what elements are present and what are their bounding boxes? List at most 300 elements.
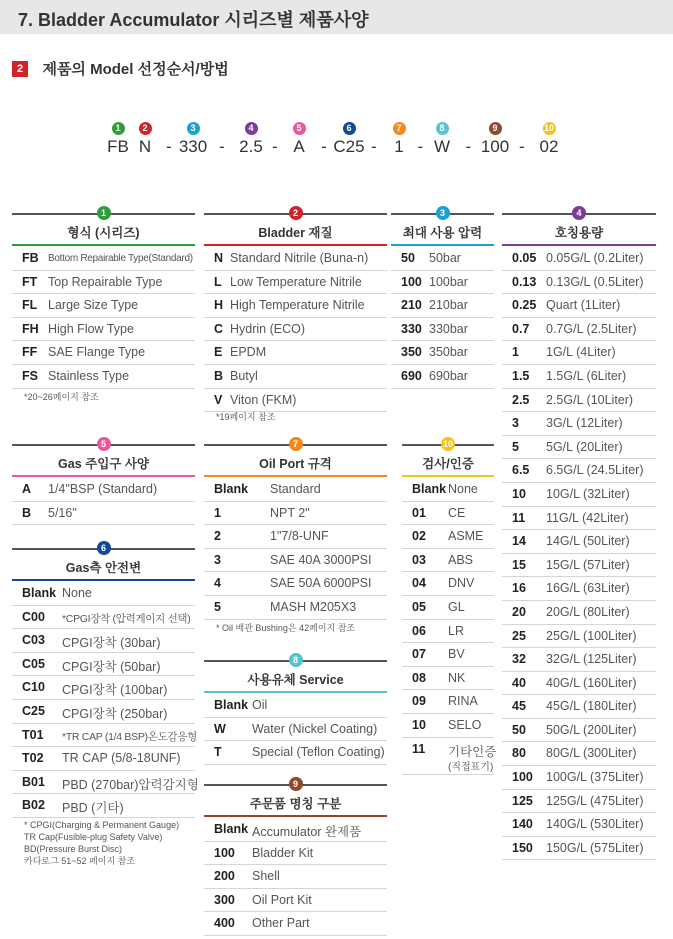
option-code: 08 bbox=[412, 670, 426, 685]
table-row bbox=[502, 837, 656, 861]
option-description: High Flow Type bbox=[48, 321, 134, 336]
table-row bbox=[12, 794, 195, 818]
table-row bbox=[402, 596, 494, 620]
option-code: 80 bbox=[512, 746, 526, 761]
option-description: 100bar bbox=[429, 274, 468, 289]
table-row bbox=[12, 247, 195, 271]
option-code: 690 bbox=[401, 368, 422, 383]
option-code: L bbox=[214, 274, 222, 289]
option-code: T01 bbox=[22, 727, 44, 742]
option-code: 05 bbox=[412, 599, 426, 614]
option-description: 25G/L (100Liter) bbox=[546, 628, 637, 643]
option-description: 11G/L (42Liter) bbox=[546, 510, 629, 525]
table-row bbox=[502, 341, 656, 365]
table-row bbox=[204, 912, 387, 936]
table-row bbox=[402, 620, 494, 644]
table-row bbox=[204, 341, 387, 365]
option-code: 330 bbox=[401, 321, 422, 336]
option-description: 1.5G/L (6Liter) bbox=[546, 368, 627, 383]
table-header-rule bbox=[402, 475, 494, 477]
option-code: 0.7 bbox=[512, 321, 530, 336]
table-rows bbox=[204, 818, 387, 936]
segment-number-badge: 3 bbox=[187, 122, 200, 135]
option-code: T02 bbox=[22, 751, 44, 766]
option-description: Standard bbox=[270, 482, 321, 496]
segment-value: 100 bbox=[480, 137, 510, 156]
table-row bbox=[12, 502, 195, 526]
option-description: NK bbox=[448, 670, 466, 685]
option-code: B bbox=[22, 505, 32, 520]
table-row bbox=[12, 771, 199, 795]
option-code: 1.5 bbox=[512, 368, 530, 383]
option-code: FF bbox=[22, 345, 38, 360]
segment-value: 330 bbox=[178, 137, 208, 156]
option-code: 50 bbox=[512, 722, 526, 737]
option-code: C25 bbox=[22, 703, 45, 718]
subsection-number: 2 bbox=[12, 61, 28, 77]
option-description: 350bar bbox=[429, 345, 468, 360]
option-description: PBD (270bar)압력감지형 bbox=[62, 777, 199, 792]
table-row bbox=[391, 247, 494, 271]
model-code-segment bbox=[231, 122, 271, 157]
option-code: 09 bbox=[412, 694, 426, 709]
code-separator: - bbox=[519, 137, 525, 156]
option-description: Butyl bbox=[230, 368, 258, 383]
option-description: Viton (FKM) bbox=[230, 392, 297, 407]
table-number-badge: 4 bbox=[572, 206, 586, 220]
table-row bbox=[12, 318, 195, 342]
table-header-rule bbox=[204, 475, 387, 477]
table-row bbox=[502, 318, 656, 342]
segment-value: N bbox=[138, 137, 152, 156]
option-description: 100G/L (375Liter) bbox=[546, 770, 644, 785]
option-code: 50 bbox=[401, 251, 415, 265]
option-description: Shell bbox=[252, 869, 280, 884]
table-row bbox=[402, 525, 494, 549]
table-header-rule bbox=[391, 244, 494, 246]
option-code: 01 bbox=[412, 505, 426, 520]
option-code: 06 bbox=[412, 623, 426, 638]
table-row bbox=[402, 690, 494, 714]
table-row bbox=[502, 672, 656, 696]
model-code-segment bbox=[329, 122, 369, 157]
option-code: 3 bbox=[214, 552, 221, 567]
table-row bbox=[502, 766, 656, 790]
table-row bbox=[402, 714, 494, 738]
option-description: 16G/L (63Liter) bbox=[546, 581, 630, 596]
table-header-rule bbox=[12, 244, 195, 246]
option-description: CPGI장착 (50bar) bbox=[62, 659, 161, 674]
option-description: Bladder Kit bbox=[252, 845, 314, 860]
table-row bbox=[502, 436, 656, 460]
table-rows bbox=[204, 478, 387, 620]
option-code: 02 bbox=[412, 529, 426, 544]
option-code: 100 bbox=[214, 845, 235, 860]
option-code: 15 bbox=[512, 557, 526, 572]
option-code: 11 bbox=[412, 741, 426, 756]
segment-number-badge: 10 bbox=[543, 123, 554, 133]
option-code: 210 bbox=[401, 298, 422, 313]
table-row bbox=[12, 606, 195, 630]
segment-value: 1 bbox=[394, 137, 404, 156]
table-rows bbox=[12, 247, 195, 389]
note-safety-valve bbox=[24, 819, 179, 867]
table-title: Gas측 안전변 bbox=[65, 561, 142, 575]
table-row bbox=[12, 653, 195, 677]
table-row bbox=[391, 341, 494, 365]
table-row bbox=[204, 572, 387, 596]
table-row bbox=[204, 741, 387, 765]
table-number-badge: 8 bbox=[289, 653, 303, 667]
code-separator: - bbox=[219, 137, 225, 156]
option-description: Hydrin (ECO) bbox=[230, 321, 306, 336]
option-description: 330bar bbox=[429, 321, 468, 336]
table-row bbox=[391, 271, 494, 295]
code-separator: - bbox=[166, 137, 172, 156]
option-description: 690bar bbox=[429, 368, 468, 383]
segment-number-badge: 9 bbox=[489, 122, 502, 135]
table-row bbox=[502, 507, 656, 531]
option-code: C10 bbox=[22, 680, 45, 695]
option-code: T bbox=[214, 745, 222, 760]
option-description: ASME bbox=[448, 529, 484, 544]
option-description: CPGI장착 (250bar) bbox=[62, 706, 168, 721]
code-separator: - bbox=[371, 137, 377, 156]
option-code: B02 bbox=[22, 798, 45, 813]
table-row bbox=[12, 582, 195, 606]
note-line: * CPGI(Charging & Permanent Gauge) bbox=[24, 820, 180, 830]
option-code: E bbox=[214, 345, 223, 360]
table-row bbox=[502, 695, 656, 719]
option-code: 10 bbox=[412, 717, 426, 732]
table-title: 호칭용량 bbox=[554, 226, 604, 240]
table-row bbox=[402, 549, 494, 573]
table-title: 형식 (시리즈) bbox=[67, 226, 140, 240]
table-row bbox=[502, 365, 656, 389]
option-code: 350 bbox=[401, 345, 422, 360]
option-description: GL bbox=[448, 599, 465, 614]
table-row bbox=[502, 247, 656, 271]
table-number-badge: 2 bbox=[289, 206, 303, 220]
option-description: TR CAP (5/8-18UNF) bbox=[62, 751, 181, 766]
option-description: Other Part bbox=[252, 916, 310, 931]
table-row bbox=[204, 596, 387, 620]
table-row bbox=[502, 483, 656, 507]
note-series: *20~26페이지 참조 bbox=[24, 392, 99, 402]
table-row bbox=[402, 572, 494, 596]
option-description: MASH M205X3 bbox=[270, 599, 357, 614]
option-description: 32G/L (125Liter) bbox=[546, 652, 637, 667]
option-description: 50G/L (200Liter) bbox=[546, 722, 637, 737]
option-code: 3 bbox=[512, 416, 519, 431]
table-header-rule bbox=[12, 475, 195, 477]
option-description: High Temperature Nitrile bbox=[230, 298, 365, 313]
table-number-badge: 3 bbox=[436, 206, 450, 220]
note-bladder: *19페이지 참조 bbox=[216, 412, 276, 422]
table-row bbox=[204, 718, 387, 742]
table-rows bbox=[204, 694, 387, 765]
option-code: 16 bbox=[512, 581, 526, 596]
option-description: 1G/L (4Liter) bbox=[546, 345, 616, 360]
option-description: 80G/L (300Liter) bbox=[546, 746, 637, 761]
table-row bbox=[12, 629, 195, 653]
option-description: 5G/L (20Liter) bbox=[546, 439, 623, 454]
option-description: Oil bbox=[252, 698, 268, 712]
note-line: TR Cap(Fusible-plug Safety Valve) bbox=[24, 832, 163, 842]
table-row bbox=[204, 365, 387, 389]
option-code: C05 bbox=[22, 656, 45, 671]
option-description: CE bbox=[448, 505, 466, 520]
table-title: 주문품 명칭 구분 bbox=[249, 797, 342, 811]
table-header-rule bbox=[502, 244, 656, 246]
option-description: None bbox=[62, 586, 92, 600]
table-row bbox=[204, 694, 387, 718]
option-description: LR bbox=[448, 623, 464, 638]
segment-value: 02 bbox=[539, 137, 559, 156]
code-separator: - bbox=[465, 137, 472, 156]
option-code: 0.25 bbox=[512, 298, 537, 313]
option-description: DNV bbox=[448, 576, 475, 591]
option-code: FL bbox=[22, 298, 38, 313]
segment-value: 2.5 bbox=[239, 137, 263, 156]
table-row bbox=[204, 842, 387, 866]
option-description: 1/4"BSP (Standard) bbox=[48, 482, 158, 496]
segment-number-badge: 5 bbox=[293, 122, 306, 135]
table-rows bbox=[402, 478, 497, 775]
option-description: SAE 40A 3000PSI bbox=[270, 552, 372, 567]
option-description: Large Size Type bbox=[48, 298, 139, 313]
table-row bbox=[502, 554, 656, 578]
table-row bbox=[204, 478, 387, 502]
table-row bbox=[12, 365, 195, 389]
option-code: 100 bbox=[401, 274, 422, 289]
table-row bbox=[12, 724, 195, 748]
option-description: 14G/L (50Liter) bbox=[546, 534, 630, 549]
option-description: SAE Flange Type bbox=[48, 345, 146, 360]
model-code-segment bbox=[279, 122, 319, 157]
table-title: 최대 사용 압력 bbox=[402, 226, 483, 240]
option-code: 100 bbox=[512, 770, 533, 785]
table-number-badge: 7 bbox=[289, 437, 303, 451]
option-description: *CPGI장착 (압력게이지 선택) bbox=[62, 612, 191, 625]
option-description: 210bar bbox=[429, 298, 468, 313]
table-row bbox=[204, 502, 387, 526]
table-number-badge: 5 bbox=[97, 437, 111, 451]
table-row bbox=[12, 747, 195, 771]
option-description: 0.13G/L (0.5Liter) bbox=[546, 274, 644, 289]
table-row bbox=[12, 271, 195, 295]
model-code-segment bbox=[475, 122, 515, 157]
table-row bbox=[502, 530, 656, 554]
table-row bbox=[204, 889, 387, 913]
note-line: BD(Pressure Burst Disc) bbox=[24, 844, 123, 854]
table-rows bbox=[391, 247, 494, 389]
segment-value: W bbox=[433, 137, 451, 156]
option-description: CPGI장착 (30bar) bbox=[62, 636, 161, 651]
option-code: H bbox=[214, 298, 224, 313]
option-code: FB bbox=[22, 251, 39, 265]
table-title: 사용유체 Service bbox=[247, 673, 344, 687]
option-code: A bbox=[22, 482, 32, 496]
note-oil-port: * Oil 배관 Bushing은 42페이지 참조 bbox=[216, 623, 356, 633]
model-code-segment bbox=[173, 122, 213, 157]
table-row bbox=[502, 648, 656, 672]
table-title: 검사/인증 bbox=[422, 457, 474, 471]
table-row bbox=[502, 790, 656, 814]
option-code: C00 bbox=[22, 609, 45, 624]
option-code: V bbox=[214, 392, 223, 407]
option-code: 150 bbox=[512, 840, 533, 855]
table-number-badge: 6 bbox=[97, 541, 111, 555]
option-description: Oil Port Kit bbox=[252, 892, 312, 907]
table-row bbox=[204, 525, 387, 549]
option-code: 125 bbox=[512, 793, 533, 808]
table-title: Gas 주입구 사양 bbox=[58, 457, 149, 471]
table-row bbox=[402, 643, 494, 667]
model-code-segment bbox=[422, 122, 462, 157]
table-row bbox=[391, 365, 494, 389]
option-description: RINA bbox=[448, 694, 478, 709]
option-description: 125G/L (475Liter) bbox=[546, 793, 644, 808]
table-header-rule bbox=[204, 815, 387, 817]
table-row bbox=[402, 738, 497, 775]
table-row bbox=[391, 318, 494, 342]
option-code: 45 bbox=[512, 699, 526, 714]
segment-value: A bbox=[293, 137, 305, 156]
option-code: 400 bbox=[214, 916, 235, 931]
option-description: Special (Teflon Coating) bbox=[252, 745, 385, 760]
option-description: 45G/L (180Liter) bbox=[546, 699, 637, 714]
table-header-rule bbox=[204, 691, 387, 693]
table-header-rule bbox=[204, 244, 387, 246]
option-description: 50bar bbox=[429, 251, 461, 265]
option-code: C bbox=[214, 321, 224, 336]
option-code: 0.05 bbox=[512, 251, 537, 265]
table-row bbox=[12, 676, 195, 700]
table-row bbox=[391, 294, 494, 318]
table-row bbox=[402, 478, 494, 502]
table-row bbox=[502, 294, 656, 318]
option-code: B01 bbox=[22, 774, 45, 789]
option-code: 20 bbox=[512, 604, 526, 619]
option-description: 15G/L (57Liter) bbox=[546, 557, 630, 572]
option-code: Blank bbox=[214, 822, 249, 836]
segment-value: C25 bbox=[333, 137, 365, 156]
option-code: FT bbox=[22, 274, 38, 289]
segment-number-badge: 2 bbox=[139, 122, 152, 135]
option-description: BV bbox=[448, 647, 465, 662]
option-code: B bbox=[214, 368, 224, 383]
option-description: Low Temperature Nitrile bbox=[230, 274, 362, 289]
model-code-segment bbox=[529, 122, 569, 157]
segment-number-badge: 4 bbox=[245, 122, 258, 135]
option-code: Blank bbox=[214, 698, 249, 712]
option-description: EPDM bbox=[230, 345, 267, 360]
table-row bbox=[204, 549, 387, 573]
table-row bbox=[502, 813, 656, 837]
option-code: 14 bbox=[512, 534, 526, 549]
table-row bbox=[402, 667, 494, 691]
table-row bbox=[502, 459, 656, 483]
option-code: 03 bbox=[412, 552, 426, 567]
table-title: Bladder 재질 bbox=[258, 226, 333, 240]
option-code: 32 bbox=[512, 652, 526, 667]
option-code: 11 bbox=[512, 510, 526, 525]
option-code: Blank bbox=[412, 482, 447, 496]
option-code: 04 bbox=[412, 576, 426, 591]
option-code: N bbox=[214, 251, 224, 265]
option-code: 1 bbox=[214, 505, 221, 520]
table-rows bbox=[12, 478, 195, 525]
table-row bbox=[204, 818, 387, 842]
option-code: Blank bbox=[22, 586, 57, 600]
note-line: 카다로그 51~52 페이지 참조 bbox=[24, 856, 136, 866]
option-description: 0.7G/L (2.5Liter) bbox=[546, 321, 637, 336]
model-code-segment bbox=[125, 122, 165, 157]
table-number-badge: 9 bbox=[289, 777, 303, 791]
option-description: 40G/L (160Liter) bbox=[546, 675, 637, 690]
segment-number-badge: 1 bbox=[112, 122, 125, 135]
subsection-heading bbox=[12, 58, 229, 79]
table-row bbox=[12, 341, 195, 365]
model-code-segment bbox=[379, 122, 419, 157]
option-description: Quart (1Liter) bbox=[546, 298, 621, 313]
option-code: 25 bbox=[512, 628, 526, 643]
option-description: 10G/L (32Liter) bbox=[546, 486, 630, 501]
segment-number-badge: 8 bbox=[436, 122, 449, 135]
option-description: 3G/L (12Liter) bbox=[546, 416, 623, 431]
page-title: 7. Bladder Accumulator 시리즈별 제품사양 bbox=[18, 10, 369, 30]
option-description: *TR CAP (1/4 BSP)온도감응형 bbox=[62, 730, 197, 743]
option-description: Accumulator 완제품 bbox=[252, 825, 362, 839]
option-code: 2.5 bbox=[512, 392, 530, 407]
option-description: SAE 50A 6000PSI bbox=[270, 576, 372, 591]
table-row bbox=[502, 742, 656, 766]
table-row bbox=[12, 294, 195, 318]
table-row bbox=[204, 294, 387, 318]
code-separator: - bbox=[321, 137, 327, 156]
table-row bbox=[502, 577, 656, 601]
table-row bbox=[502, 271, 656, 295]
option-code: 10 bbox=[512, 486, 526, 501]
option-description: 150G/L (575Liter) bbox=[546, 840, 644, 855]
table-row bbox=[502, 625, 656, 649]
option-code: 0.13 bbox=[512, 274, 537, 289]
page-header bbox=[0, 0, 673, 34]
table-row bbox=[204, 247, 387, 271]
table-rows bbox=[204, 247, 387, 412]
option-code: 200 bbox=[214, 869, 235, 884]
option-description: 기타인증 bbox=[448, 744, 497, 759]
option-code: 300 bbox=[214, 892, 235, 907]
option-description: 2.5G/L (10Liter) bbox=[546, 392, 634, 407]
table-header-rule bbox=[12, 579, 195, 581]
option-description: PBD (기타) bbox=[62, 801, 124, 816]
option-description: Top Repairable Type bbox=[48, 274, 163, 289]
segment-value: FB bbox=[107, 137, 129, 156]
table-rows bbox=[502, 247, 656, 860]
option-code: 2 bbox=[214, 529, 221, 544]
option-code: C03 bbox=[22, 633, 45, 648]
table-title: Oil Port 규격 bbox=[259, 457, 332, 471]
option-code: FH bbox=[22, 321, 39, 336]
option-code: W bbox=[214, 721, 226, 736]
table-row bbox=[12, 700, 195, 724]
option-code: FS bbox=[22, 368, 38, 383]
option-description: 20G/L (80Liter) bbox=[546, 604, 630, 619]
option-description: Stainless Type bbox=[48, 368, 130, 383]
table-row bbox=[204, 271, 387, 295]
